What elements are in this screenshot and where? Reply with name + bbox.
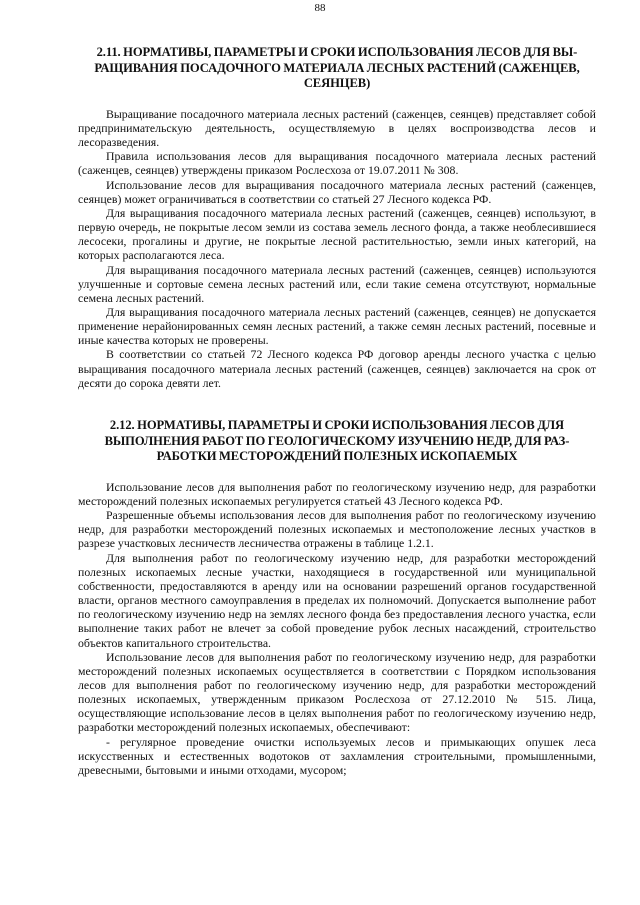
page-number: 88: [314, 2, 326, 14]
paragraph: Использование лесов для выполнения работ по геологическому изучению недр, для разработки месторождений полезных ископаемых осуществляется в соответствии с Порядком использования лесов для выполнения работ по геологическому изучению недр, для разработки месторождений полезных ископаемых, утвержденным приказом Рослесхоза от 27.12.2010 № 515. Лица, осуществляющие использование лесов в целях выполнения работ по геологическому изучению недр, разработки месторождений полезных ископаемых, обеспечивают:: [78, 649, 596, 735]
section-2-12: [78, 418, 596, 777]
paragraph: Использование лесов для выращивания посадочного материала лесных растений (саженцев, сеянцев) может ограничиваться в соответствии со статьей 27 Лесного кодекса РФ.: [78, 177, 596, 206]
paragraph: Для выполнения работ по геологическому изучению недр, для разработки месторождений полезных ископаемых лесные участки, находящиеся в государственной или муниципальной собственности, предоставляются в аренду или на основании разрешений органов государственной власти, органов местного самоуправления в пределах их полномочий. Допускается выполнение работ по геологическому изучению недр на землях лесного фонда без предоставления лесного участка, если выполнение таких работ не влечет за собой проведение рубок лесных насаждений, строительство объектов капитального строительства.: [78, 550, 596, 650]
paragraph: В соответствии со статьей 72 Лесного кодекса РФ договор аренды лесного участка с целью выращивания посадочного материала лесных растений (саженцев, сеянцев) заключается на срок от десяти до сорока девяти лет.: [78, 347, 596, 390]
section-2-11: [78, 45, 596, 390]
list-item: - регулярное проведение очистки используемых лесов и примыкающих опушек леса искусственных и естественных водотоков от захламления строительными, промышленными, древесными, бытовыми и иными отходами, мусором;: [78, 734, 596, 777]
paragraph: Разрешенные объемы использования лесов для выполнения работ по геологическому изучению недр, для разработки месторождений полезных ископаемых и местоположение лесных участков в разрезе участковых лесничеств лесничества отражены в таблице 1.2.1.: [78, 508, 596, 551]
section-title: 2.11. НОРМАТИВЫ, ПАРАМЕТРЫ И СРОКИ ИСПОЛЬЗОВАНИЯ ЛЕСОВ ДЛЯ ВЫРАЩИВАНИЯ ПОСАДОЧНОГО МАТЕРИАЛА ЛЕСНЫХ РАСТЕНИЙ (САЖЕНЦЕВ, СЕЯНЦЕВ): [94, 45, 580, 91]
paragraph: Для выращивания посадочного материала лесных растений (саженцев, сеянцев) используются улучшенные и сортовые семена лесных растений или, если такие семена отсутствуют, нормальные семена лесных растений.: [78, 262, 596, 305]
section-title: 2.12. НОРМАТИВЫ, ПАРАМЕТРЫ И СРОКИ ИСПОЛЬЗОВАНИЯ ЛЕСОВ ДЛЯ ВЫПОЛНЕНИЯ РАБОТ ПО ГЕОЛОГИЧЕСКОМУ ИЗУЧЕНИЮ НЕДР, ДЛЯ РАЗРАБОТКИ МЕСТОРОЖДЕНИЙ ПОЛЕЗНЫХ ИСКОПАЕМЫХ: [104, 418, 570, 464]
paragraph: Для выращивания посадочного материала лесных растений (саженцев, сеянцев) не допускается применение нерайонированных семян лесных растений, а также семян лесных растений, посевные и иные качества которых не проверены.: [78, 304, 596, 348]
paragraph: Правила использования лесов для выращивания посадочного материала лесных растений (саженцев, сеянцев) утверждены приказом Рослесхоза от 19.07.2011 № 308.: [78, 149, 596, 178]
paragraph: Для выращивания посадочного материала лесных растений (саженцев, сеянцев) используют, в первую очередь, не покрытые лесом земли из состава земель лесного фонда, а также необлесившиеся лесосеки, прогалины и другие, не покрытые лесной растительностью, земли иных категорий, на которых располагаются леса.: [78, 205, 596, 263]
paragraph: Выращивание посадочного материала лесных растений (саженцев, сеянцев) представляет собой предпринимательскую деятельность, осуществляемую в целях воспроизводства лесов и лесоразведения.: [78, 106, 596, 150]
paragraph: Использование лесов для выполнения работ по геологическому изучению недр, для разработки месторождений полезных ископаемых регулируется статьей 43 Лесного кодекса РФ.: [78, 479, 596, 508]
